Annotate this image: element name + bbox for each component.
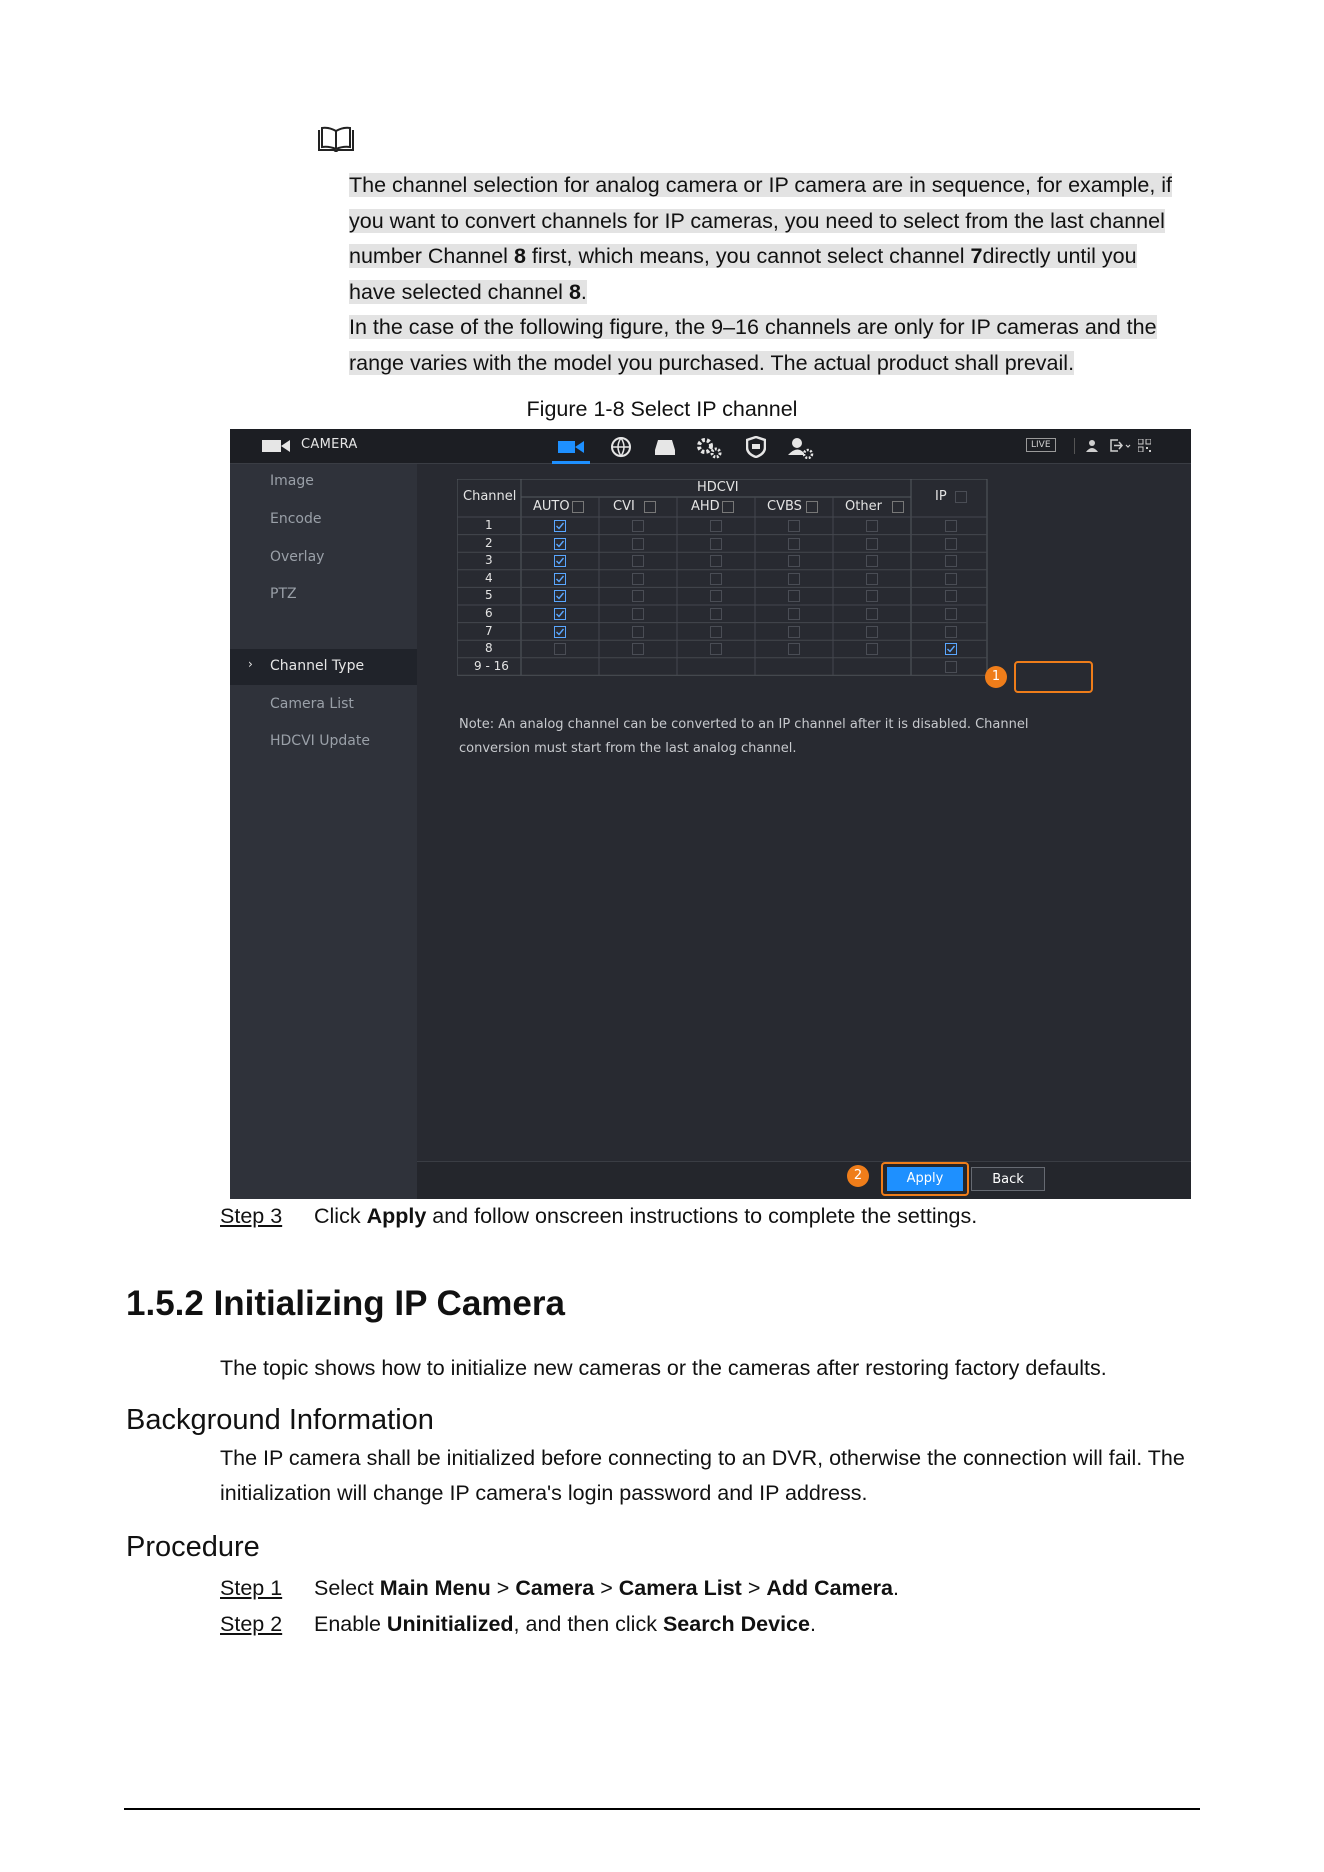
channel-type-checkbox[interactable] xyxy=(554,643,566,655)
note-line-3: number Channel 8 first, which means, you cannot select channel 7directly until you xyxy=(349,244,1137,268)
channel-type-checkbox[interactable] xyxy=(710,626,722,638)
procedure-heading: Procedure xyxy=(126,1531,260,1563)
channel-type-checkbox[interactable] xyxy=(710,573,722,585)
channel-type-checkbox[interactable] xyxy=(710,538,722,550)
channel-type-checkbox[interactable] xyxy=(788,626,800,638)
column-header-other: Other xyxy=(845,499,882,514)
channel-type-checkbox[interactable] xyxy=(788,520,800,532)
footer-bar xyxy=(417,1161,1191,1199)
channel-type-checkbox[interactable] xyxy=(632,538,644,550)
ip-checkbox[interactable] xyxy=(945,608,957,620)
channel-type-checkbox[interactable] xyxy=(554,573,566,585)
ip-checkbox[interactable] xyxy=(945,555,957,567)
channel-type-checkbox[interactable] xyxy=(788,538,800,550)
channel-type-checkbox[interactable] xyxy=(632,555,644,567)
channel-type-checkbox[interactable] xyxy=(710,590,722,602)
sidebar-item-image[interactable]: Image xyxy=(270,473,314,489)
live-button[interactable]: LIVE xyxy=(1026,438,1056,452)
channel-row-label: 5 xyxy=(485,588,493,603)
channel-type-checkbox[interactable] xyxy=(554,608,566,620)
divider xyxy=(1074,438,1075,454)
hdcvi-header: HDCVI xyxy=(697,480,739,495)
channel-type-checkbox[interactable] xyxy=(632,590,644,602)
ip-checkbox[interactable] xyxy=(945,538,957,550)
channel-type-checkbox[interactable] xyxy=(632,643,644,655)
step1-text: Select Main Menu > Camera > Camera List > Add Camera. xyxy=(314,1576,899,1600)
note-line-1: The channel selection for analog camera or IP camera are in sequence, for example, if xyxy=(349,173,1173,197)
apply-button[interactable]: Apply xyxy=(887,1167,963,1191)
channel-type-checkbox[interactable] xyxy=(710,608,722,620)
ip-checkbox-highlight xyxy=(1014,661,1093,693)
channel-row-label: 7 xyxy=(485,623,493,638)
channel-type-checkbox[interactable] xyxy=(866,555,878,567)
column-header-auto: AUTO xyxy=(533,499,570,514)
column-header-ahd: AHD xyxy=(691,499,720,514)
ip-header: IP xyxy=(935,489,947,504)
security-icon xyxy=(746,436,766,458)
step2-text: Enable Uninitialized, and then click Search Device. xyxy=(314,1612,816,1636)
channel-type-checkbox[interactable] xyxy=(866,538,878,550)
ip-header-checkbox[interactable] xyxy=(955,491,967,503)
channel-row-label: 9 - 16 xyxy=(474,658,509,673)
channel-type-checkbox[interactable] xyxy=(554,538,566,550)
channel-type-checkbox[interactable] xyxy=(554,590,566,602)
channel-row-label: 3 xyxy=(485,553,493,568)
channel-type-checkbox[interactable] xyxy=(788,643,800,655)
channel-row-label: 2 xyxy=(485,535,493,550)
channel-type-checkbox[interactable] xyxy=(866,643,878,655)
channel-header: Channel xyxy=(463,489,517,504)
tab-network[interactable] xyxy=(602,432,640,461)
camera-icon xyxy=(558,440,584,454)
sidebar-item-camera-list[interactable]: Camera List xyxy=(270,696,354,712)
sidebar-item-encode[interactable]: Encode xyxy=(270,511,322,527)
column-header-checkbox[interactable] xyxy=(892,501,904,513)
background-line-1: The IP camera shall be initialized before connecting to an DVR, otherwise the connection will fail. The xyxy=(220,1446,1185,1470)
sidebar-item-overlay[interactable]: Overlay xyxy=(270,549,325,565)
network-icon xyxy=(610,436,632,458)
channel-type-checkbox[interactable] xyxy=(866,520,878,532)
logout-icon[interactable] xyxy=(1110,439,1132,452)
step3-label: Step 3 xyxy=(220,1204,283,1228)
footer-rule xyxy=(124,1808,1200,1810)
column-header-cvbs: CVBS xyxy=(767,499,802,514)
note-line: conversion must start from the last analog channel. xyxy=(459,741,797,756)
channel-row-label: 8 xyxy=(485,641,493,656)
channel-type-checkbox[interactable] xyxy=(788,555,800,567)
tab-storage[interactable] xyxy=(646,432,684,461)
top-bar xyxy=(230,429,1191,464)
column-header-checkbox[interactable] xyxy=(572,501,584,513)
column-header-checkbox[interactable] xyxy=(806,501,818,513)
sidebar xyxy=(230,464,417,1199)
step3-text: Click Apply and follow onscreen instructions to complete the settings. xyxy=(314,1204,978,1228)
note-line-5: In the case of the following figure, the 9–16 channels are only for IP cameras and the xyxy=(349,315,1157,339)
ip-checkbox[interactable] xyxy=(945,573,957,585)
channel-type-checkbox[interactable] xyxy=(632,608,644,620)
channel-type-checkbox[interactable] xyxy=(788,573,800,585)
note-line-4: have selected channel 8. xyxy=(349,279,587,304)
intro-text: The topic shows how to initialize new cameras or the cameras after restoring factory defaults. xyxy=(220,1356,1107,1380)
qr-icon[interactable] xyxy=(1138,439,1151,452)
dvr-screenshot xyxy=(230,429,1191,1199)
ip-checkbox[interactable] xyxy=(945,626,957,638)
step2-label: Step 2 xyxy=(220,1612,283,1636)
channel-row-label: 4 xyxy=(485,570,493,585)
channel-type-checkbox[interactable] xyxy=(554,520,566,532)
channel-row-label: 1 xyxy=(485,518,493,532)
channel-type-checkbox[interactable] xyxy=(554,626,566,638)
tab-system[interactable] xyxy=(690,432,728,461)
sidebar-item-ptz[interactable]: PTZ xyxy=(270,586,297,602)
user-icon[interactable] xyxy=(1086,439,1098,452)
channel-type-checkbox[interactable] xyxy=(632,626,644,638)
callout-2: 2 xyxy=(847,1165,869,1187)
tab-account[interactable] xyxy=(780,432,818,461)
content-panel xyxy=(417,464,1191,1199)
settings-icon xyxy=(696,437,722,459)
note-block xyxy=(349,168,1189,381)
camera-icon xyxy=(262,439,290,453)
figure-caption: Figure 1-8 Select IP channel xyxy=(526,397,798,421)
step1-label: Step 1 xyxy=(220,1576,283,1600)
channel-type-checkbox[interactable] xyxy=(554,555,566,567)
channel-type-checkbox[interactable] xyxy=(866,573,878,585)
chevron-right-icon: › xyxy=(248,657,253,671)
note-line-2: you want to convert channels for IP cameras, you need to select from the last channel xyxy=(349,208,1165,233)
channel-type-checkbox[interactable] xyxy=(710,643,722,655)
background-line-2: initialization will change IP camera's login password and IP address. xyxy=(220,1481,868,1505)
tab-camera[interactable] xyxy=(552,432,590,464)
note-line: Note: An analog channel can be converted to an IP channel after it is disabled. Channel xyxy=(459,717,1029,732)
channel-type-checkbox[interactable] xyxy=(866,608,878,620)
section-heading: 1.5.2 Initializing IP Camera xyxy=(126,1284,565,1323)
ip-checkbox[interactable] xyxy=(945,643,957,655)
callout-1: 1 xyxy=(985,666,1007,688)
app-title: CAMERA xyxy=(301,437,358,452)
back-button[interactable]: Back xyxy=(971,1167,1045,1191)
column-header-cvi: CVI xyxy=(613,499,635,514)
sidebar-item-hdcvi-update[interactable]: HDCVI Update xyxy=(270,733,370,749)
channel-type-checkbox[interactable] xyxy=(866,590,878,602)
channel-type-checkbox[interactable] xyxy=(632,573,644,585)
note-line-6: range varies with the model you purchased. The actual product shall prevail. xyxy=(349,350,1075,375)
book-icon xyxy=(316,126,356,154)
storage-icon xyxy=(654,438,676,456)
column-header-checkbox[interactable] xyxy=(722,501,734,513)
ip-checkbox[interactable] xyxy=(945,590,957,602)
channel-type-checkbox[interactable] xyxy=(788,590,800,602)
channel-type-checkbox[interactable] xyxy=(866,626,878,638)
channel-type-checkbox[interactable] xyxy=(632,520,644,532)
ip-checkbox[interactable] xyxy=(945,661,957,673)
account-icon xyxy=(788,437,814,459)
channel-type-checkbox[interactable] xyxy=(788,608,800,620)
background-heading: Background Information xyxy=(126,1404,434,1436)
channel-type-checkbox[interactable] xyxy=(710,520,722,532)
column-header-checkbox[interactable] xyxy=(644,501,656,513)
channel-type-checkbox[interactable] xyxy=(710,555,722,567)
tab-security[interactable] xyxy=(736,432,774,461)
channel-row-label: 6 xyxy=(485,606,493,620)
ip-checkbox[interactable] xyxy=(945,520,957,532)
sidebar-item-channel-type[interactable]: Channel Type xyxy=(270,658,365,674)
